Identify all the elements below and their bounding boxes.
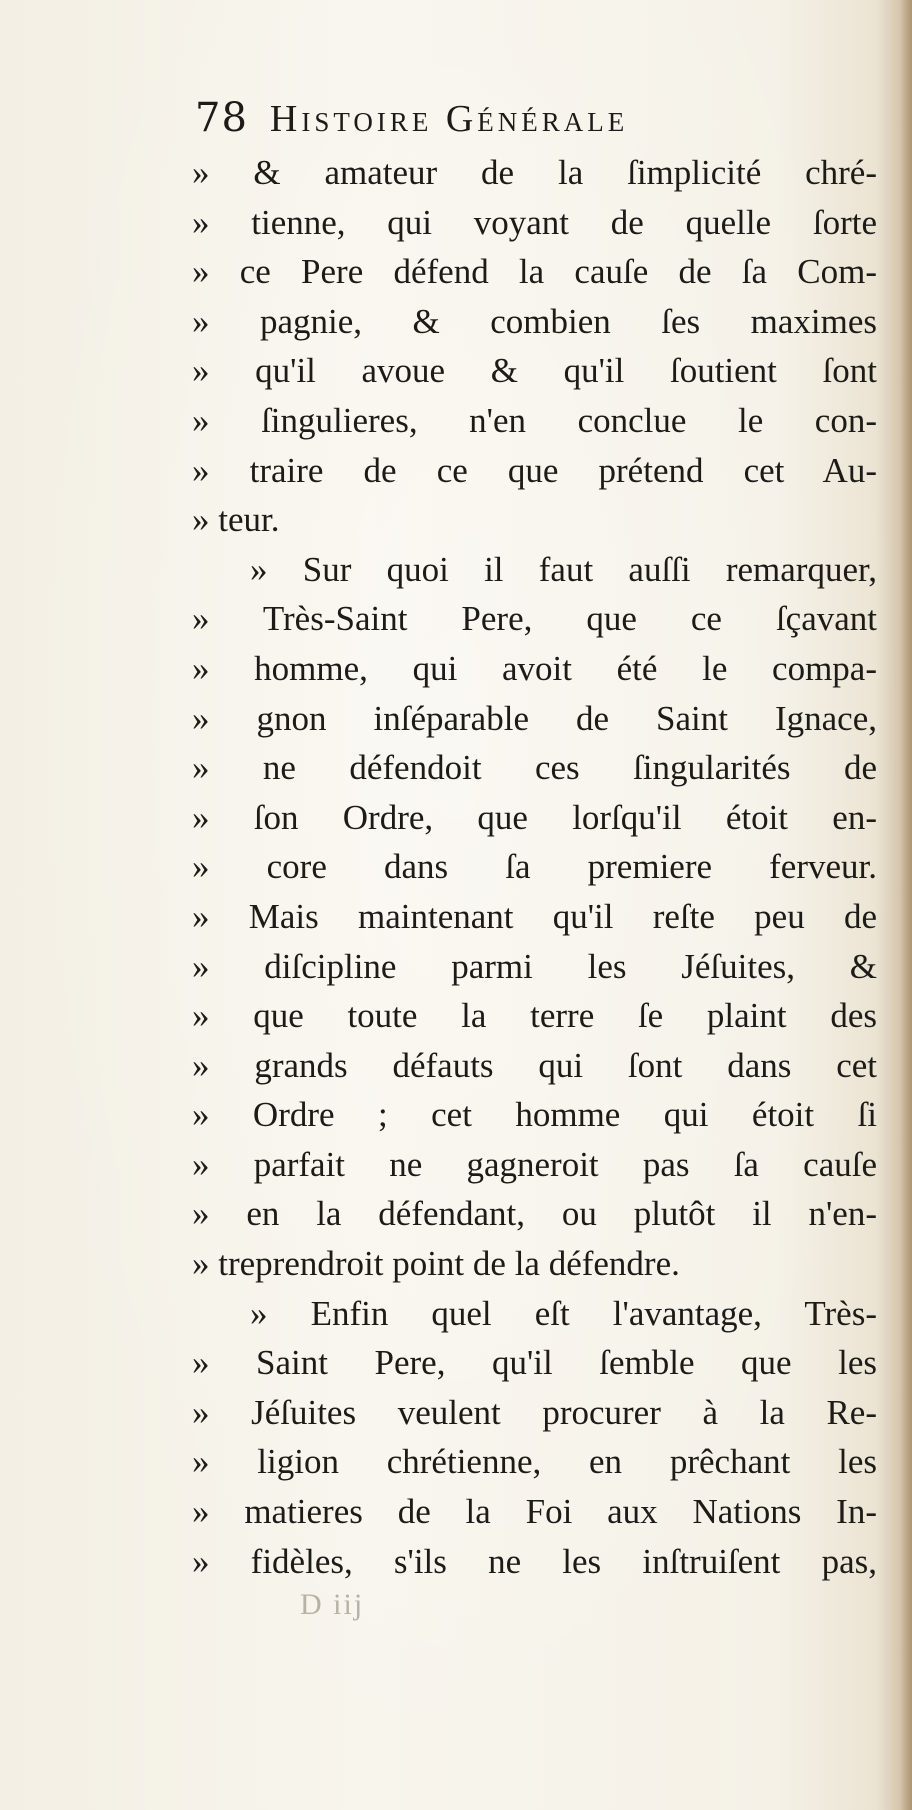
text-line: » Mais maintenant qu'il reſte peu de [192,896,877,936]
running-title: Histoire Générale [269,98,629,140]
text-line: » treprendroit point de la défendre. [192,1244,680,1284]
text-line: » parfait ne gagneroit pas ſa cauſe [192,1144,877,1184]
text-line: » ſingulieres, n'en conclue le con- [192,400,877,440]
text-line: » Ordre ; cet homme qui étoit ſi [192,1095,877,1135]
text-line: » Enfin quel eſt l'avantage, Très- [250,1293,877,1333]
text-line: » tienne, qui voyant de quelle ſorte [192,202,877,242]
text-line: » gnon inſéparable de Saint Ignace, [192,698,877,738]
text-line: » core dans ſa premiere ferveur. [192,847,877,887]
text-line: » Jéſuites veulent procurer à la Re- [192,1392,877,1432]
text-line: » fidèles, s'ils ne les inſtruiſent pas, [192,1541,877,1581]
page-header [195,95,875,151]
text-line: » ce Pere défend la cauſe de ſa Com- [192,252,877,292]
text-line: » & amateur de la ſimplicité chré- [192,153,877,192]
text-line: » en la défendant, ou plutôt il n'en- [192,1194,877,1234]
text-line: » Très-Saint Pere, que ce ſçavant [192,599,877,639]
text-line: » teur. [192,500,280,540]
text-line: » diſcipline parmi les Jéſuites, & [192,946,877,986]
text-line: » Sur quoi il faut auſſi remarquer, [250,549,877,589]
body-text [192,148,877,1586]
signature-mark: D iij [300,1588,365,1621]
text-line: » qu'il avoue & qu'il ſoutient ſont [192,351,877,391]
text-line: » grands défauts qui ſont dans cet [192,1045,877,1085]
text-line: » homme, qui avoit été le compa- [192,648,877,688]
page-number: 78 [195,95,248,141]
text-line: » ne défendoit ces ſingularités de [192,748,877,788]
page-edge-shadow [900,0,912,1810]
text-line: » que toute la terre ſe plaint des [192,996,877,1036]
text-line: » ſon Ordre, que lorſqu'il étoit en- [192,797,877,837]
text-line: » pagnie, & combien ſes maximes [192,301,877,341]
text-line: » Saint Pere, qu'il ſemble que les [192,1343,877,1383]
text-line: » traire de ce que prétend cet Au- [192,450,877,490]
text-line: » matieres de la Foi aux Nations In- [192,1492,877,1532]
text-line: » ligion chrétienne, en prêchant les [192,1442,877,1482]
